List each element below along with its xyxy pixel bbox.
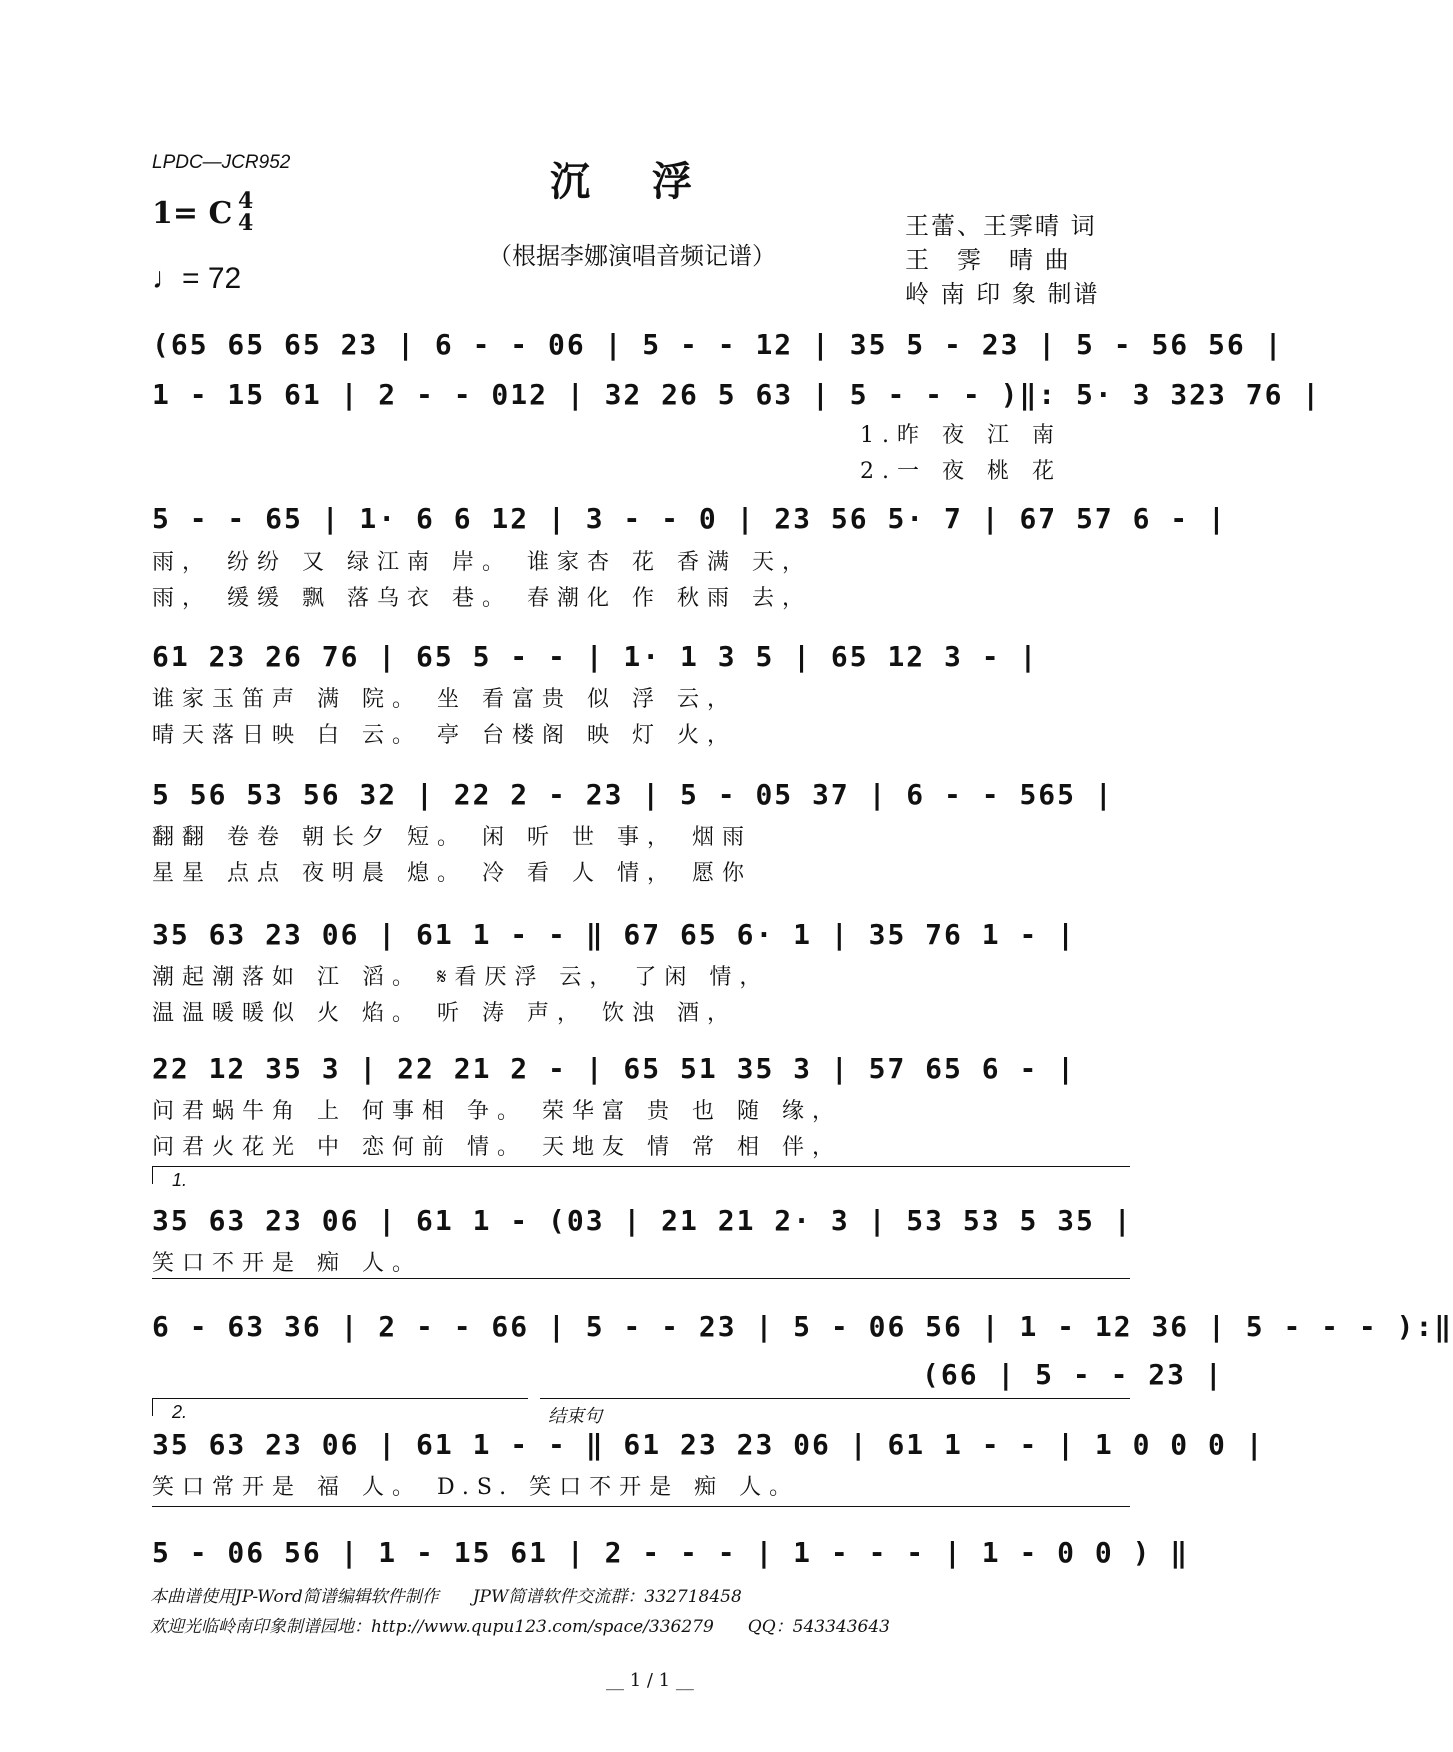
time-bottom: 4 (238, 210, 254, 236)
second-ending-tick (152, 1398, 153, 1416)
coda-bracket (540, 1398, 1130, 1399)
second-ending-bracket (152, 1398, 528, 1399)
composer-credit: 王 霁 晴 曲 (905, 246, 1071, 274)
second-ending-label: 2. (172, 1402, 188, 1422)
system-8-notes: 35 63 23 06 | 61 1 - (03 | 21 21 2· 3 | 53 53 5 35 | (152, 1204, 1133, 1237)
system-6-lyric-1: 潮起潮落如 江 滔。 𝄋看厌浮 云， 了闲 情， (152, 965, 770, 990)
first-ending-label: 1. (172, 1170, 188, 1190)
system-2-notes: 1 - 15 61 | 2 - - 012 | 32 26 5 63 | 5 - - - )‖: 5· 3 323 76 | (152, 378, 1322, 411)
transcriber-credit: 岭 南 印 象 制谱 (905, 280, 1100, 308)
page-number: __ 1 / 1 __ (606, 1670, 694, 1691)
system-9-notes: 6 - 63 36 | 2 - - 66 | 5 - - 23 | 5 - 06 56 | 1 - 12 36 | 5 - - - ):‖ (152, 1310, 1453, 1343)
song-title: 沉浮 (550, 158, 754, 205)
lyricist-credit: 王蕾、王霁晴 词 (905, 212, 1097, 240)
system-6-lyric-2: 温温暖暖似 火 焰。 听 涛 声， 饮浊 酒， (152, 1001, 737, 1026)
system-3-lyric-2: 雨， 缓缓 飘 落乌衣 巷。 春潮化 作 秋雨 去， (152, 586, 812, 611)
first-ending-bottom-line (152, 1278, 1130, 1279)
system-4-lyric-1: 谁家玉笛声 满 院。 坐 看富贵 似 浮 云， (152, 687, 737, 712)
system-8-lyric-1: 笑口不开是 痴 人。 (152, 1251, 422, 1276)
system-6-notes: 35 63 23 06 | 61 1 - - ‖ 67 65 6· 1 | 35 76 1 - | (152, 918, 1077, 951)
system-3-lyric-1: 雨， 纷纷 又 绿江南 岸。 谁家杏 花 香满 天， (152, 550, 812, 575)
system-9b-notes: (66 | 5 - - 23 | (922, 1358, 1224, 1391)
key-signature: 1= C (152, 196, 233, 231)
system-3-notes: 5 - - 65 | 1· 6 6 12 | 3 - - 0 | 23 56 5· 7 | 67 57 6 - | (152, 502, 1227, 535)
system-4-notes: 61 23 26 76 | 65 5 - - | 1· 1 3 5 | 65 12 3 - | (152, 640, 1039, 673)
system-1-notes: (65 65 65 23 | 6 - - 06 | 5 - - 12 | 35 5 - 23 | 5 - 56 56 | (152, 328, 1284, 361)
system-4-lyric-2: 晴天落日映 白 云。 亭 台楼阁 映 灯 火， (152, 723, 737, 748)
system-7-notes: 22 12 35 3 | 22 21 2 - | 65 51 35 3 | 57 65 6 - | (152, 1052, 1077, 1085)
time-top: 4 (238, 188, 254, 214)
tempo-marking: ♩= 72 (152, 262, 242, 295)
coda-label: 结束句 (548, 1406, 602, 1427)
system-2-lyric-1: 1.昨 夜 江 南 (860, 423, 1062, 448)
system-7-lyric-2: 问君火花光 中 恋何前 情。 天地友 情 常 相 伴， (152, 1135, 842, 1160)
system-5-lyric-2: 星星 点点 夜明晨 熄。 冷 看 人 情， 愿你 (152, 861, 752, 886)
system-11-notes: 5 - 06 56 | 1 - 15 61 | 2 - - - | 1 - - - | 1 - 0 0 ) ‖ (152, 1536, 1190, 1569)
footer-website: 欢迎光临岭南印象制谱园地：http://www.qupu123.com/space/336279 QQ：543343643 (150, 1617, 890, 1637)
time-signature (238, 190, 253, 234)
subtitle: （根据李娜演唱音频记谱） (488, 242, 776, 270)
coda-bottom-line (152, 1506, 1130, 1507)
system-10-lyric-1: 笑口常开是 福 人。 D.S. 笑口不开是 痴 人。 (152, 1475, 800, 1500)
system-2-lyric-2: 2.一 夜 桃 花 (860, 459, 1062, 484)
footer-software: 本曲谱使用JP-Word简谱编辑软件制作 JPW简谱软件交流群：332718458 (150, 1587, 742, 1607)
first-ending-tick (152, 1166, 153, 1184)
first-ending-bracket (152, 1166, 1130, 1167)
system-7-lyric-1: 问君蜗牛角 上 何事相 争。 荣华富 贵 也 随 缘， (152, 1099, 842, 1124)
system-5-lyric-1: 翻翻 卷卷 朝长夕 短。 闲 听 世 事， 烟雨 (152, 825, 752, 850)
score-code: LPDC—JCR952 (152, 152, 291, 173)
system-10-notes: 35 63 23 06 | 61 1 - - ‖ 61 23 23 06 | 61 1 - - | 1 0 0 0 | (152, 1428, 1265, 1461)
system-5-notes: 5 56 53 56 32 | 22 2 - 23 | 5 - 05 37 | 6 - - 565 | (152, 778, 1114, 811)
